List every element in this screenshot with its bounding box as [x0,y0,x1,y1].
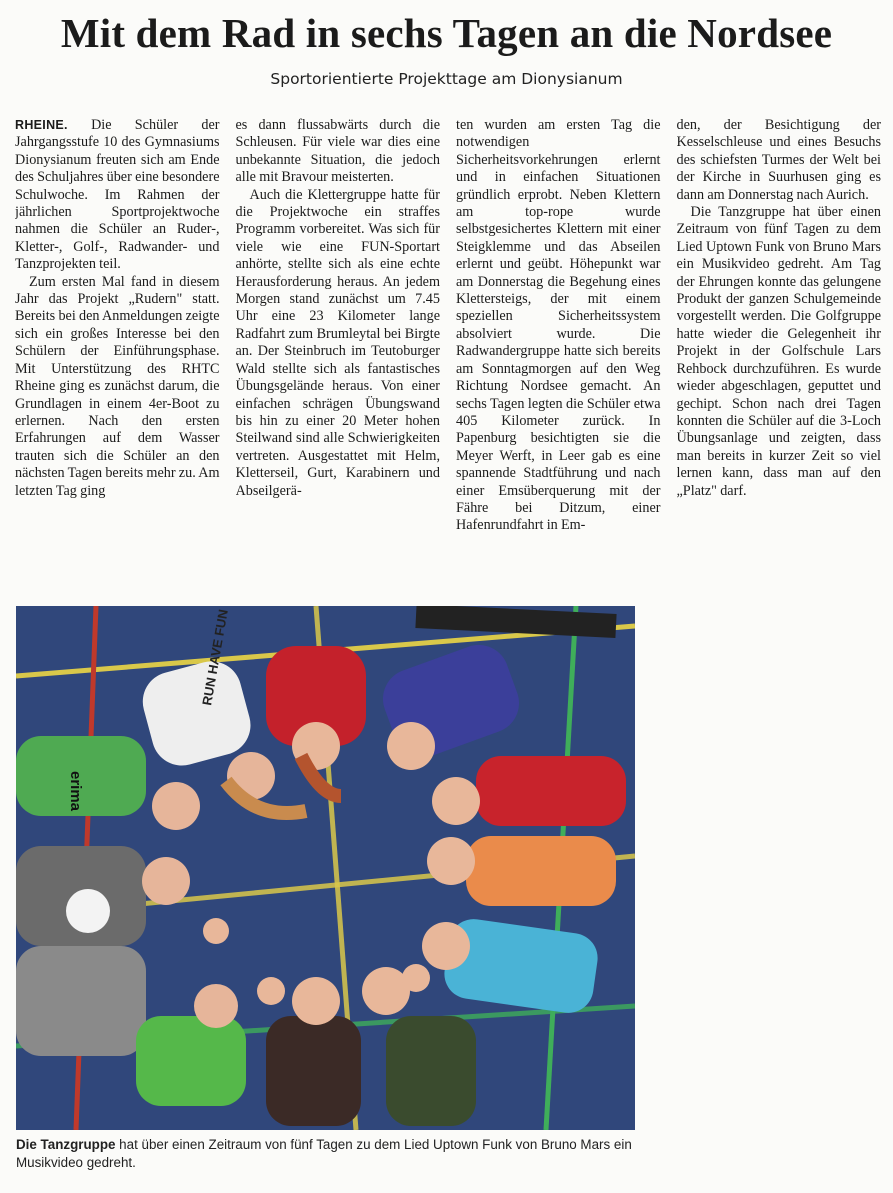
caption-text: hat über einen Zeitraum von fünf Tagen zu dem Lied Uptown Funk von Bruno Mars ein Musikvideo gedreht. [16,1137,632,1170]
article-paragraph: es dann flussabwärts durch die Schleusen. Für viele war dies eine unbekannte Situation, die jedoch alle mit Bravour meisterten. [235,117,440,186]
article-paragraph: Die Tanzgruppe hat über einen Zeitraum von fünf Tagen zu dem Lied Uptown Funk von Bruno Mars ein Musikvideo gedreht. Am Tag der Ehrungen konnte das gelungene Produkt der ganzen Schulgemeinde vorgestellt werden. Die Golfgruppe hatte wieder die Gelegenheit ihr Projekt in der Golfschule Lars Rehbock durchzuführen. Es wurde wieder abgeschlagen, geputtet und gechipt. Schon nach drei Tagen konnten die Schüler auf die 3-Loch Übungsanlage und zeigten, dass man bereits in kurzer Zeit so viel lernen kann, dass man auf den „Platz" darf. [676,204,881,499]
dance-group-illustration [16,606,635,1130]
group-photo [16,606,635,1130]
article-column-4 [677,117,882,587]
article-paragraph: Zum ersten Mal fand in diesem Jahr das Projekt „Rudern" statt. Bereits bei den Anmeldungen zeigte sich ein großes Interesse bei den Schülern der Einführungsphase. Mit Unterstützung des RHTC Rheine ging es zunächst darum, die Grundlagen in einem 4er-Boot zu erlernen. Nach den ersten Erfahrungen auf dem Wasser trauten sich die Schüler an den nächsten Tagen bereits mehr zu. Am letzten Tag ging [15,273,220,499]
article-paragraph [15,117,220,274]
article-paragraph: Auch die Klettergruppe hatte für die Projektwoche ein straffes Programm vorbereitet. Was sich für viele wie eine FUN-Sportart anhörte, stellte sich als eine echte Herausforderung heraus. An jedem Morgen stand zunächst um 7.45 Uhr eine 23 Kilometer lange Radfahrt zum Brumleytal bei Birgte an. Der Steinbruch im Teutoburger Wald stellte sich als fantastisches Übungsgelände heraus. Von einer einfachen schrägen Übungswand bis hin zu einer 20 Meter hohen Steilwand sind alle Schwierigkeiten vertreten. Ausgestattet mit Helm, Kletterseil, Gurt, Karabinern und Abseilgerä- [235,186,440,499]
article-column-3 [456,117,661,587]
dateline: RHEINE. [15,118,68,132]
article-column-1 [15,117,220,587]
article-paragraph: den, der Besichtigung der Kesselschleuse und eines Besuchs des schiefsten Turmes der Welt bei der Kirche in Suurhusen ging es dann am Donnerstag nach Aurich. [676,117,881,203]
article-subheadline: Sportorientierte Projekttage am Dionysianum [270,70,623,88]
shirt-print: erima [67,771,84,812]
shirt-print: RUN HAVE FUN [199,608,231,707]
article-headline: Mit dem Rad in sechs Tagen an die Nordsee [60,10,833,56]
caption-bold: Die Tanzgruppe [16,1137,116,1152]
paragraph-text: Die Schüler der Jahrgangsstufe 10 des Gymnasiums Dionysianum freuten sich am Ende des Schuljahres über eine besondere Schulwoche. Im Rahmen der jährlichen Sportprojektwoche nahmen die Schüler an Ruder-, Kletter-, Golf-, Radwander- und Tanzprojekten teil. [15,117,220,273]
article-paragraph: ten wurden am ersten Tag die notwendigen Sicherheitsvorkehrungen erlernt und in einfachen Situationen gründlich erprobt. Neben Klettern am top-rope wurde selbstgesichertes Klettern mit einer Steigklemme und das Abseilen erlernt und geübt. Höhepunkt war am Donnerstag die Begehung eines Klettersteigs, der mit einem speziellen Sicherheitssystem absolviert wurde. Die Radwandergruppe hatte sich bereits am Sonntagmorgen auf den Weg Richtung Nordsee gemacht. An sechs Tagen legten die Schüler etwa 405 Kilometer zurück. In Papenburg besichtigten sie die Meyer Werft, in Leer gab es eine spannende Stadtführung und nach einer Emsüberquerung mit der Fähre bei Ditzum, einer Hafenrundfahrt in Em- [456,117,661,534]
article-column-2 [236,117,441,587]
photo-caption [16,1136,656,1171]
article-body [15,117,881,587]
